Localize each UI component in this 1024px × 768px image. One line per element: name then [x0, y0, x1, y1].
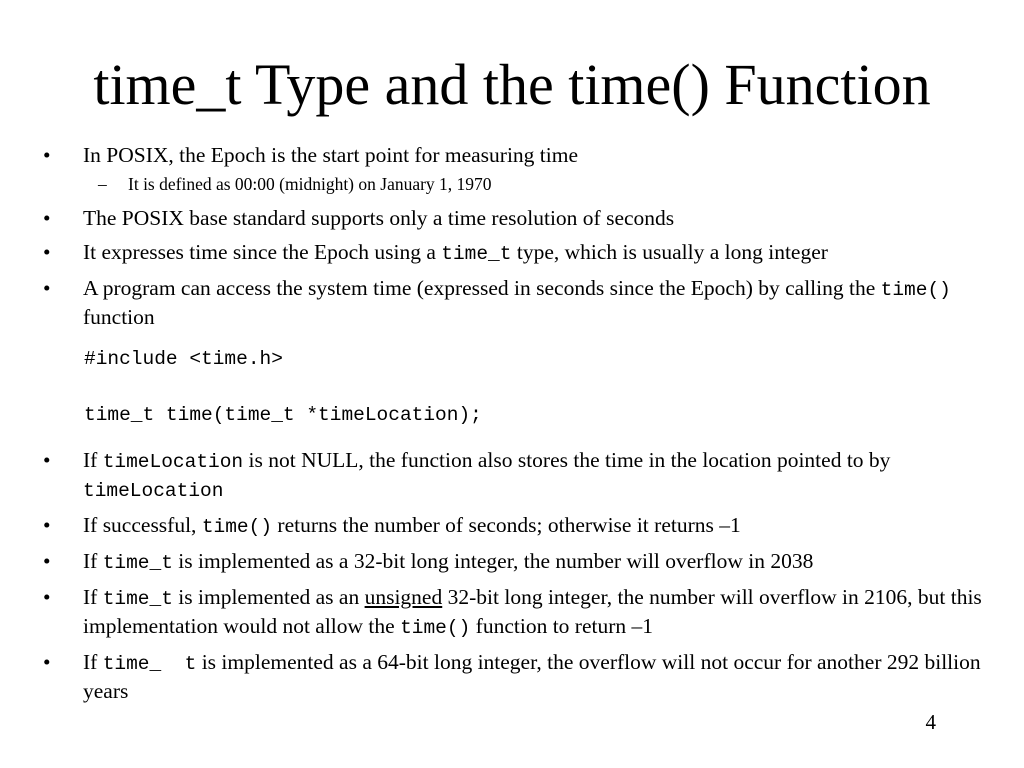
bullet-text-mid: is implemented as an: [172, 585, 365, 609]
sub-bullet-dash: –: [98, 174, 107, 194]
bullet-text-pre: If: [83, 650, 103, 674]
inline-code: time(): [880, 279, 951, 301]
bullet-text-pre: If: [83, 549, 103, 573]
bullet-return-value: [0, 512, 1024, 541]
bullet-text-pre: If: [83, 448, 103, 472]
bullet-access-time: [0, 275, 1024, 331]
bullet-text-mid: is not NULL, the function also stores the time in the location pointed to by: [243, 448, 891, 472]
bullet-dot: •: [43, 549, 51, 573]
bullet-dot: •: [43, 585, 51, 609]
bullet-dot: •: [43, 513, 51, 537]
bullet-text-mid: 32-bit long integer, the number will overflow in 2106, but this implementation would not allow the: [83, 585, 982, 638]
page-number: 4: [925, 710, 936, 734]
inline-code: time_t: [441, 243, 512, 265]
code-block: [0, 345, 1024, 429]
sub-bullet-epoch-definition: [0, 173, 1024, 195]
inline-code: time_t: [102, 552, 173, 574]
sub-bullet-text: It is defined as 00:00 (midnight) on January 1, 1970: [128, 174, 492, 194]
bullet-text-post: is implemented as a 64-bit long integer, the overflow will not occur for another 292 billion years: [83, 650, 981, 703]
bullet-text: The POSIX base standard supports only a time resolution of seconds: [83, 206, 675, 230]
bullet-list: [0, 142, 1024, 712]
bullet-text-post: type, which is usually a long integer: [511, 240, 828, 264]
inline-code: time(): [201, 516, 273, 538]
inline-code: time_ t: [102, 653, 197, 675]
bullet-text-post: function: [83, 305, 155, 329]
bullet-resolution: [0, 205, 1024, 232]
bullet-time-location: [0, 447, 1024, 505]
bullet-dot: •: [43, 650, 51, 674]
bullet-text-pre: A program can access the system time (expressed in seconds since the Epoch) by calling the: [83, 276, 881, 300]
bullet-dot: •: [43, 206, 51, 230]
bullet-text-pre: If: [83, 585, 103, 609]
inline-code: timeLocation: [83, 480, 224, 502]
code-line-prototype: time_t time(time_t *timeLocation);: [84, 404, 482, 426]
underlined-word: unsigned: [364, 585, 443, 609]
bullet-overflow-2106: [0, 584, 1024, 642]
bullet-epoch: [0, 142, 1024, 169]
inline-code: timeLocation: [102, 451, 244, 473]
bullet-text-pre: If successful,: [83, 513, 202, 537]
slide-title: time_t Type and the time() Function: [93, 52, 931, 117]
inline-code: time_t: [102, 588, 173, 610]
bullet-overflow-2038: [0, 548, 1024, 577]
bullet-dot: •: [43, 276, 51, 300]
bullet-overflow-64bit: [0, 649, 1024, 705]
bullet-text: In POSIX, the Epoch is the start point for measuring time: [83, 143, 579, 167]
bullet-text-pre: It expresses time since the Epoch using a: [83, 240, 442, 264]
bullet-dot: •: [43, 240, 51, 264]
bullet-dot: •: [43, 143, 51, 167]
code-line-include: #include <time.h>: [84, 348, 283, 370]
bullet-time-t-type: [0, 239, 1024, 268]
bullet-dot: •: [43, 448, 51, 472]
bullet-text-post: function to return –1: [470, 614, 654, 638]
bullet-text-post: returns the number of seconds; otherwise it returns –1: [272, 513, 741, 537]
inline-code: time(): [400, 617, 471, 639]
bullet-text-post: is implemented as a 32-bit long integer, the number will overflow in 2038: [172, 549, 814, 573]
